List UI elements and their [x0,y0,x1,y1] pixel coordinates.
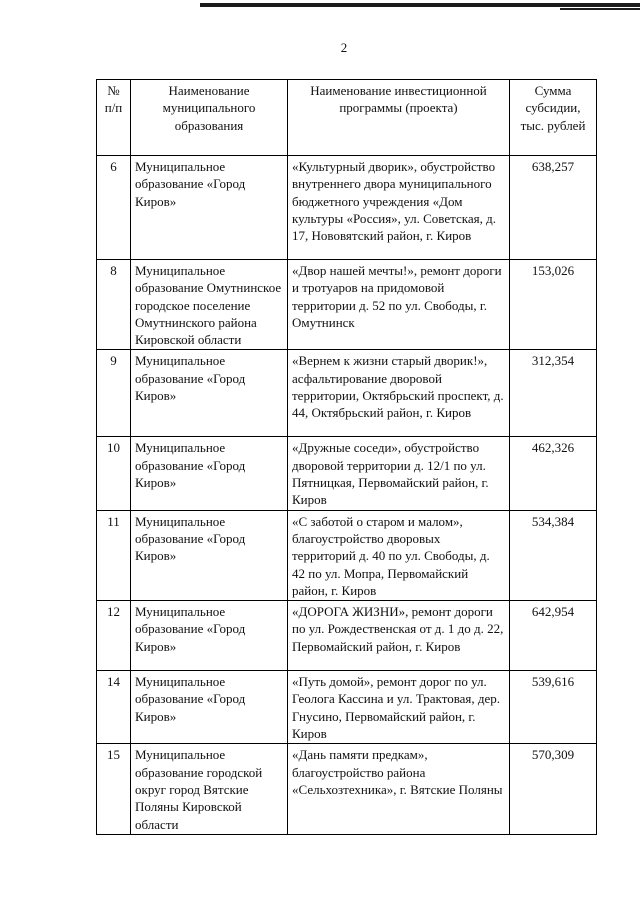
row-num: 10 [97,437,131,510]
row-program: «Дружные соседи», обустройство дворовой территории д. 12/1 по ул. Пятницкая, Первомайский район, г. Киров [288,437,510,510]
row-municipality: Муниципальное образование «Город Киров» [131,437,288,510]
row-municipality: Муниципальное образование городской округ город Вятские Поляны Кировской области [131,744,288,834]
row-num: 6 [97,156,131,260]
header-program: Наименование инвестиционной программы (проекта) [288,80,510,156]
table-row [97,260,597,350]
row-num: 8 [97,260,131,350]
row-municipality: Муниципальное образование «Город Киров» [131,350,288,437]
header-sum: Сумма субсидии, тыс. рублей [510,80,597,156]
row-num: 12 [97,601,131,671]
row-num: 9 [97,350,131,437]
row-sum: 534,384 [510,510,597,600]
row-sum: 312,354 [510,350,597,437]
row-program: «ДОРОГА ЖИЗНИ», ремонт дороги по ул. Рождественская от д. 1 до д. 22, Первомайский район, г. Киров [288,601,510,671]
table-row [97,601,597,671]
row-program: «Дань памяти предкам», благоустройство района «Сельхозтехника», г. Вятские Поляны [288,744,510,834]
row-program: «С заботой о старом и малом», благоустройство дворовых территорий д. 40 по ул. Свободы, д. 42 по ул. Мопра, Первомайский район, г. Киров [288,510,510,600]
table-row [97,671,597,744]
row-sum: 153,026 [510,260,597,350]
row-sum: 642,954 [510,601,597,671]
header-municipality: Наименование муниципального образования [131,80,288,156]
row-num: 15 [97,744,131,834]
row-municipality: Муниципальное образование «Город Киров» [131,601,288,671]
row-program: «Путь домой», ремонт дорог по ул. Геолога Кассина и ул. Трактовая, дер. Гнусино, Первомайский район, г. Киров [288,671,510,744]
row-program: «Культурный дворик», обустройство внутреннего двора муниципального бюджетного учреждения «Дом культуры «Россия», ул. Советская, д. 17, Нововятский район, г. Киров [288,156,510,260]
row-program: «Двор нашей мечты!», ремонт дороги и тротуаров на придомовой территории д. 52 по ул. Свободы, г. Омутнинск [288,260,510,350]
row-municipality: Муниципальное образование «Город Киров» [131,671,288,744]
row-sum: 462,326 [510,437,597,510]
table-row [97,156,597,260]
row-num: 11 [97,510,131,600]
table-row [97,437,597,510]
row-municipality: Муниципальное образование Омутнинское городское поселение Омутнинского района Кировской области [131,260,288,350]
row-sum: 638,257 [510,156,597,260]
header-num: № п/п [97,80,131,156]
row-program: «Вернем к жизни старый дворик!», асфальтирование дворовой территории, Октябрьский проспект, д. 44, Октябрьский район, г. Киров [288,350,510,437]
page-number: 2 [340,40,348,55]
header-rule [200,3,640,7]
subsidy-table [96,79,597,835]
header-rule-secondary [560,8,640,10]
row-num: 14 [97,671,131,744]
row-municipality: Муниципальное образование «Город Киров» [131,510,288,600]
table-row [97,744,597,834]
table-row [97,510,597,600]
row-municipality: Муниципальное образование «Город Киров» [131,156,288,260]
row-sum: 539,616 [510,671,597,744]
table-row [97,350,597,437]
row-sum: 570,309 [510,744,597,834]
table-header-row [97,80,597,156]
